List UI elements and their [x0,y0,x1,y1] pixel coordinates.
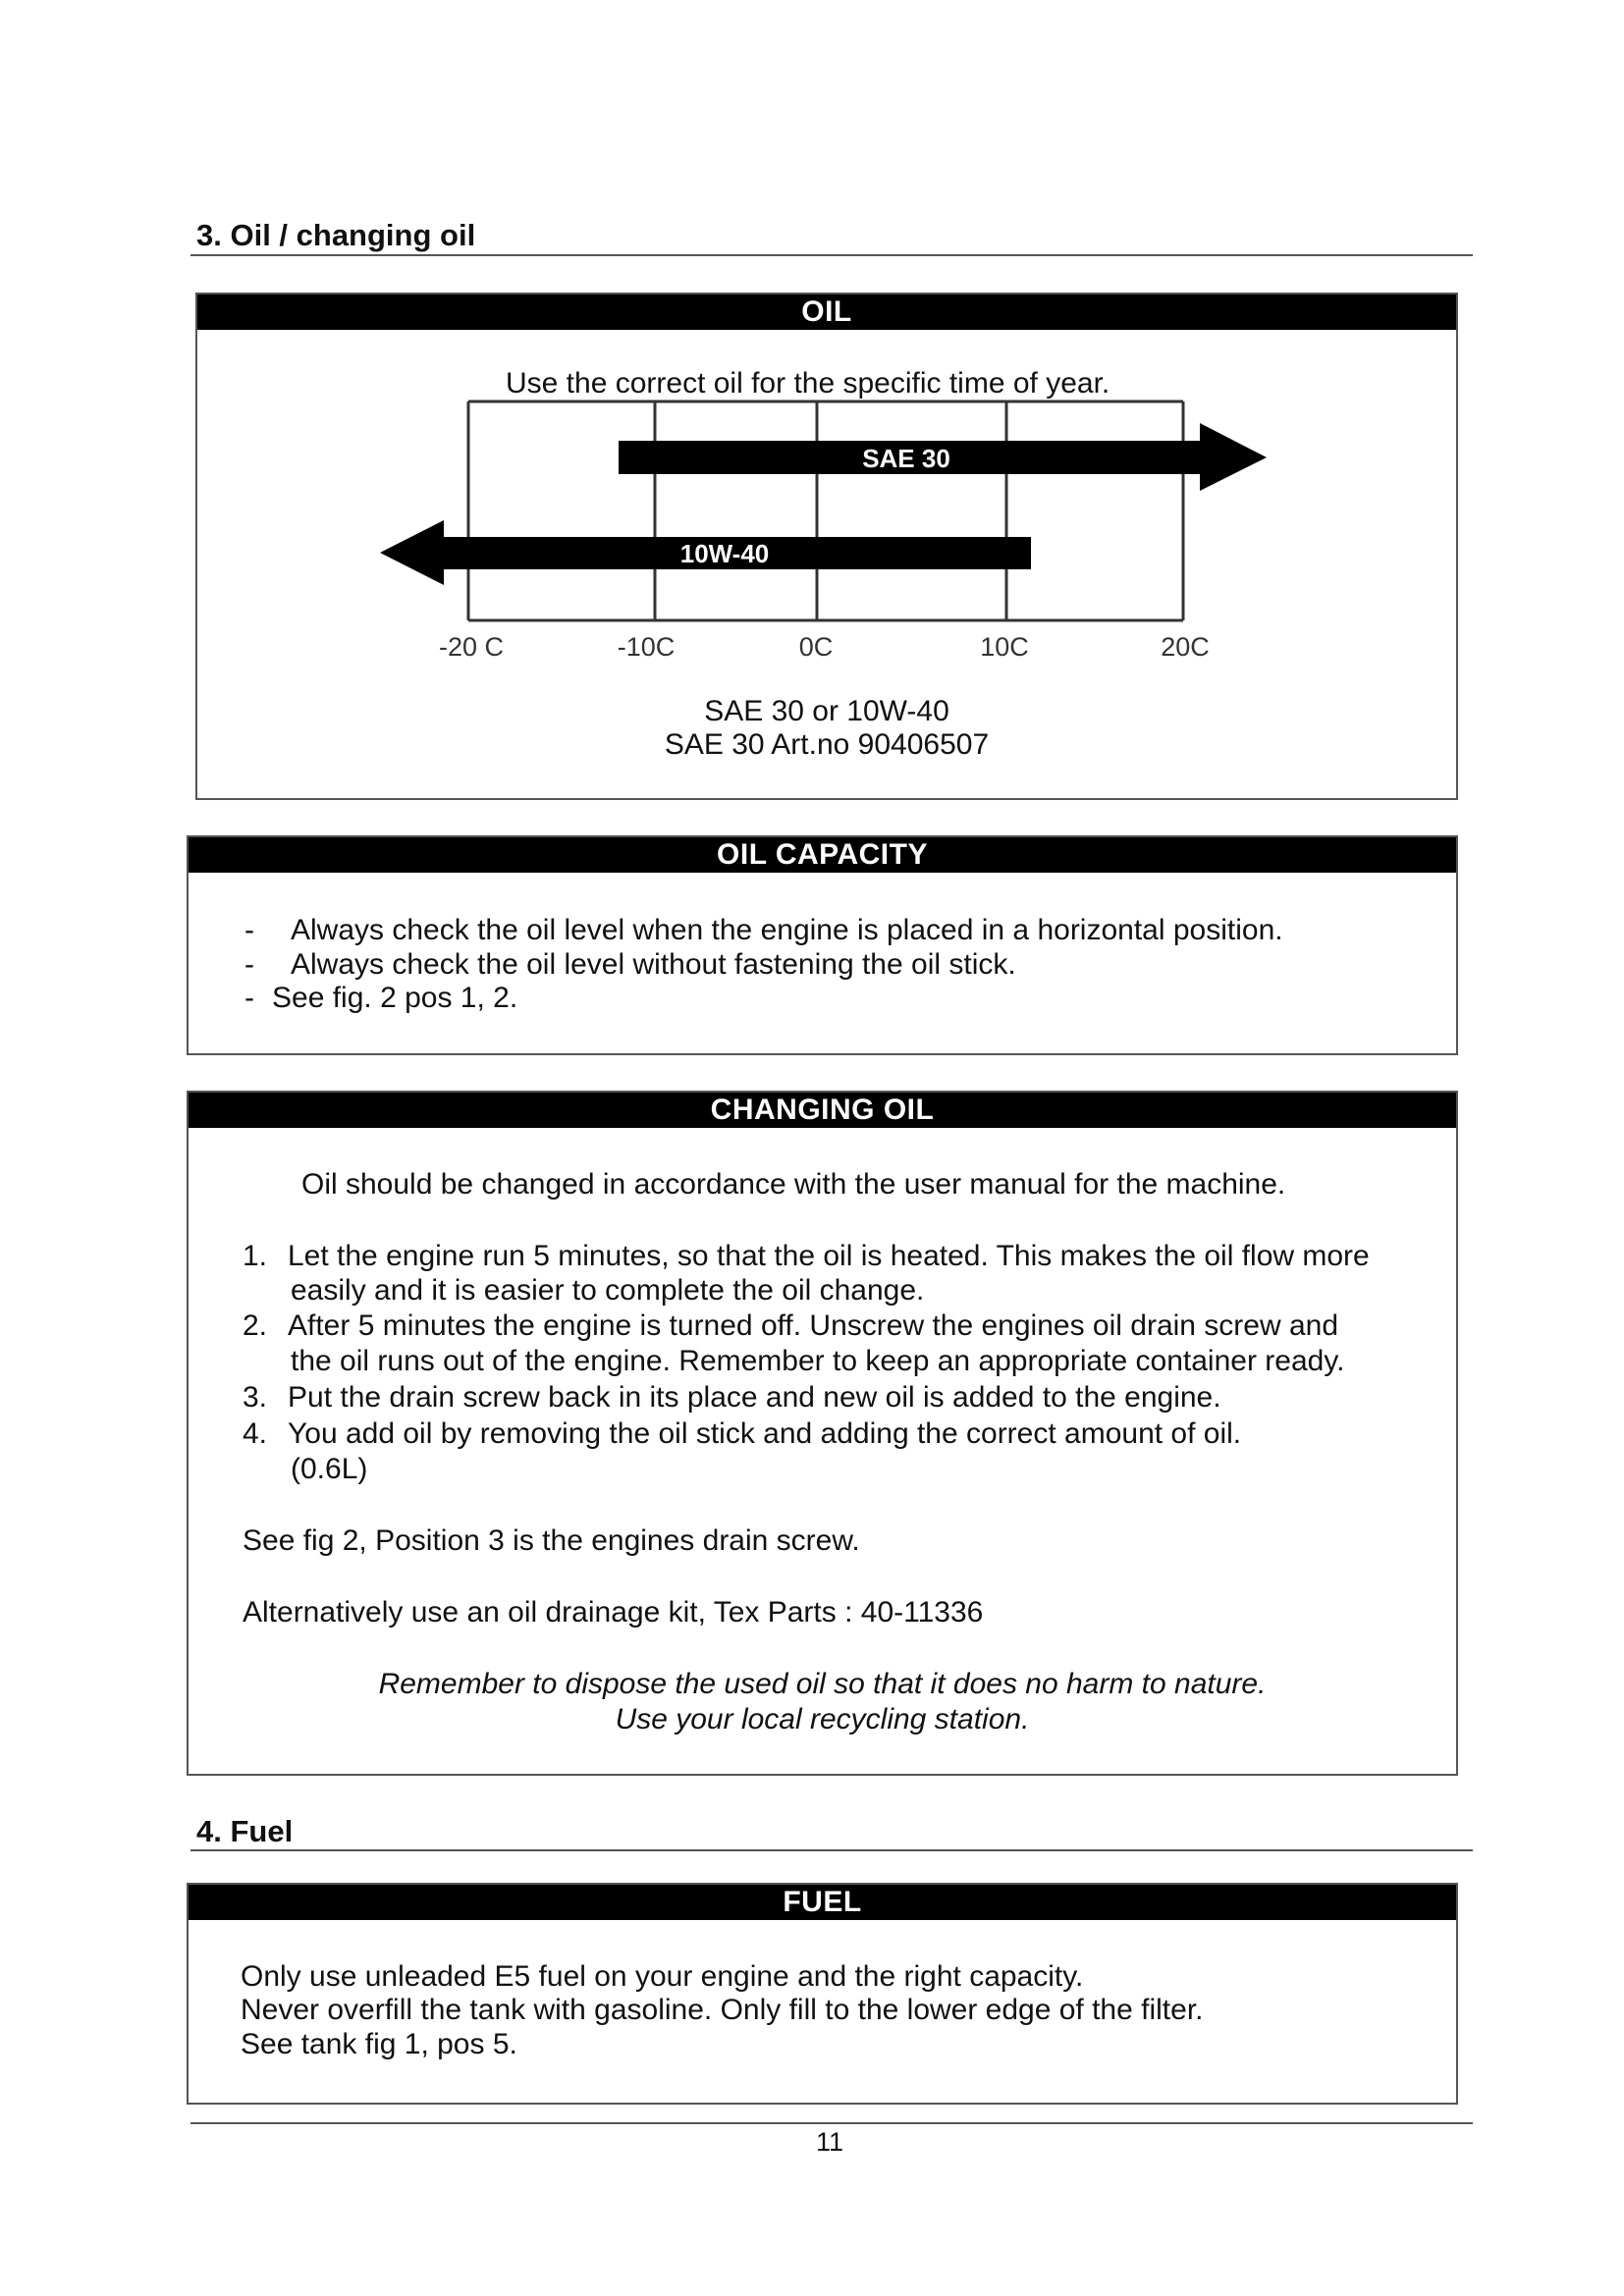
oil-type-line: SAE 30 or 10W-40 [704,695,949,727]
step-text: Put the drain screw back in its place and new oil is added to the engine. [288,1381,1221,1414]
recycling-note: Use your local recycling station. [615,1703,1030,1735]
tick-label-minus20: -20 C [438,632,505,662]
section-heading-fuel: 4. Fuel [196,1814,294,1848]
step-number: 4. [243,1417,268,1450]
step-text: After 5 minutes the engine is turned off. Unscrew the engines oil drain screw and [288,1309,1339,1342]
sae30-label: SAE 30 [862,444,950,473]
capacity-bullet: - [244,914,254,946]
dispose-note: Remember to dispose the used oil so that it does no harm to nature. [378,1668,1267,1700]
tick-label-20: 20C [1161,632,1210,662]
oil-intro: Use the correct oil for the specific time of year. [506,367,1110,400]
section-heading-oil: 3. Oil / changing oil [196,218,476,252]
oil-box-title: OIL [197,294,1456,330]
chart-frame [468,401,1183,620]
tick-label-10: 10C [980,632,1029,662]
page-number: 11 [815,2127,844,2157]
step-text-cont: the oil runs out of the engine. Remember to keep an appropriate container ready. [291,1345,1345,1377]
step-text-cont: (0.6L) [291,1453,368,1485]
capacity-item: Always check the oil level without fastening the oil stick. [291,948,1016,981]
step-number: 2. [243,1309,268,1342]
step-number: 3. [243,1381,268,1414]
changing-intro: Oil should be changed in accordance with the user manual for the machine. [301,1168,1286,1201]
capacity-bullet: - [244,982,254,1014]
fuel-line: Never overfill the tank with gasoline. Only fill to the lower edge of the filter. [241,1994,1204,2026]
capacity-item: See fig. 2 pos 1, 2. [272,982,518,1014]
changing-oil-title: CHANGING OIL [189,1093,1456,1128]
footer-rule [190,2122,1473,2124]
tick-label-0: 0C [798,632,834,662]
step-number: 1. [243,1240,268,1272]
heading-rule [190,1849,1473,1851]
step-text: You add oil by removing the oil stick and adding the correct amount of oil. [288,1417,1242,1450]
oil-capacity-title: OIL CAPACITY [189,837,1456,873]
tick-label-minus10: -10C [617,632,676,662]
alternative-kit-note: Alternatively use an oil drainage kit, Tex Parts : 40-11336 [243,1596,984,1629]
oil-temperature-chart [0,0,1624,687]
10w40-label: 10W-40 [679,539,770,568]
fuel-line: Only use unleaded E5 fuel on your engine and the right capacity. [241,1960,1084,1993]
capacity-item: Always check the oil level when the engine is placed in a horizontal position. [291,914,1283,946]
step-text: Let the engine run 5 minutes, so that the oil is heated. This makes the oil flow more [288,1240,1370,1272]
capacity-bullet: - [244,948,254,981]
oil-art-no-line: SAE 30 Art.no 90406507 [664,728,990,761]
fuel-title: FUEL [189,1885,1456,1920]
fuel-line: See tank fig 1, pos 5. [241,2028,517,2060]
see-fig-note: See fig 2, Position 3 is the engines drain screw. [243,1524,860,1557]
step-text-cont: easily and it is easier to complete the oil change. [291,1274,925,1307]
